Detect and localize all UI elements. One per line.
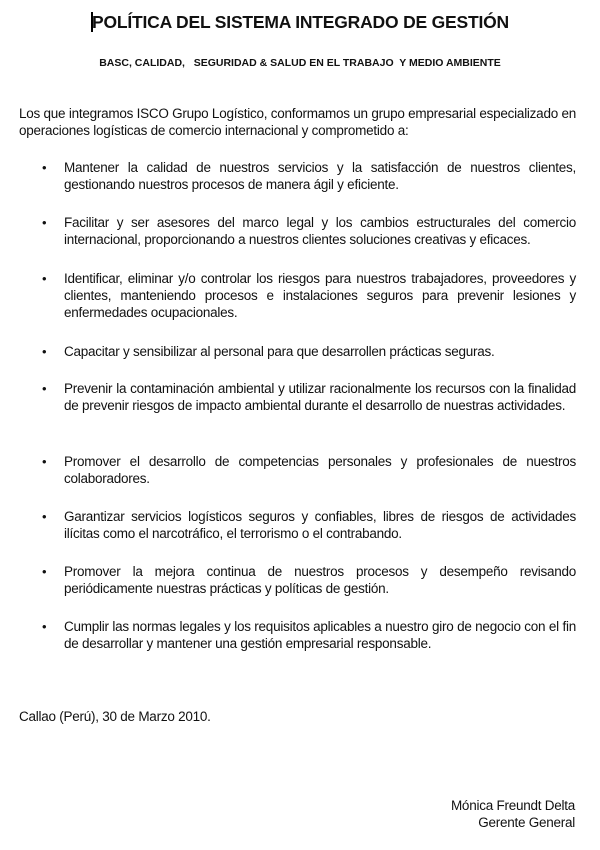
policy-item-text: Garantizar servicios logísticos seguros y confiables, libres de riesgos de actividades ilícitas como el narcotráfico, el terrorismo o el contrabando. (64, 509, 576, 541)
bullet-icon: • (42, 215, 47, 230)
policy-item (42, 508, 576, 542)
policy-item-text: Promover el desarrollo de competencias personales y profesionales de nuestros colaboradores. (64, 454, 576, 486)
policy-item-text: Capacitar y sensibilizar al personal para que desarrollen prácticas seguras. (64, 344, 495, 359)
document-subtitle: BASC, CALIDAD, SEGURIDAD & SALUD EN EL TRABAJO Y MEDIO AMBIENTE (99, 57, 501, 69)
policy-item-text: Cumplir las normas legales y los requisitos aplicables a nuestro giro de negocio con el fin de desarrollar y mantener una gestión empresarial responsable. (64, 619, 576, 651)
bullet-icon: • (42, 344, 47, 359)
policy-item-text: Prevenir la contaminación ambiental y utilizar racionalmente los recursos con la finalidad de prevenir riesgos de impacto ambiental durante el desarrollo de nuestras actividades. (64, 381, 576, 413)
document-title (0, 12, 600, 33)
policy-item (42, 214, 576, 248)
policy-item-text: Identificar, eliminar y/o controlar los riesgos para nuestros trabajadores, proveedores y clientes, manteniendo procesos e instalaciones seguros para prevenir lesiones y enfermedades ocupacionales. (64, 271, 576, 320)
bullet-icon: • (42, 160, 47, 175)
signatory-name: Mónica Freundt Delta (450, 798, 575, 813)
bullet-icon: • (42, 619, 47, 634)
signature-block (451, 797, 575, 831)
policy-item (42, 453, 576, 487)
bullet-icon: • (42, 454, 47, 469)
policy-item (42, 343, 576, 360)
policy-item (42, 618, 576, 652)
policy-item-text: Promover la mejora continua de nuestros procesos y desempeño revisando periódicamente nuestras prácticas y políticas de gestión. (64, 564, 576, 596)
bullet-icon: • (42, 564, 47, 579)
bullet-icon: • (42, 271, 47, 286)
bullet-icon: • (42, 381, 47, 396)
signatory-title: Gerente General (478, 815, 575, 830)
policy-item (42, 159, 576, 193)
policy-item-text: Facilitar y ser asesores del marco legal y los cambios estructurales del comercio internacional, proporcionando a nuestros clientes soluciones creativas y eficaces. (64, 215, 576, 247)
policy-item (42, 270, 576, 321)
bullet-icon: • (42, 509, 47, 524)
date-line: Callao (Perú), 30 de Marzo 2010. (19, 709, 211, 724)
policy-item-text: Mantener la calidad de nuestros servicios y la satisfacción de nuestros clientes, gestionando nuestros procesos de manera ágil y eficiente. (64, 160, 576, 192)
policy-item (42, 563, 576, 597)
intro-paragraph: Los que integramos ISCO Grupo Logístico, conformamos un grupo empresarial especializado en operaciones logísticas de comercio internacional y comprometido a: (19, 106, 576, 138)
policy-item (42, 380, 576, 414)
document-title-text: POLÍTICA DEL SISTEMA INTEGRADO DE GESTIÓN (91, 12, 509, 32)
